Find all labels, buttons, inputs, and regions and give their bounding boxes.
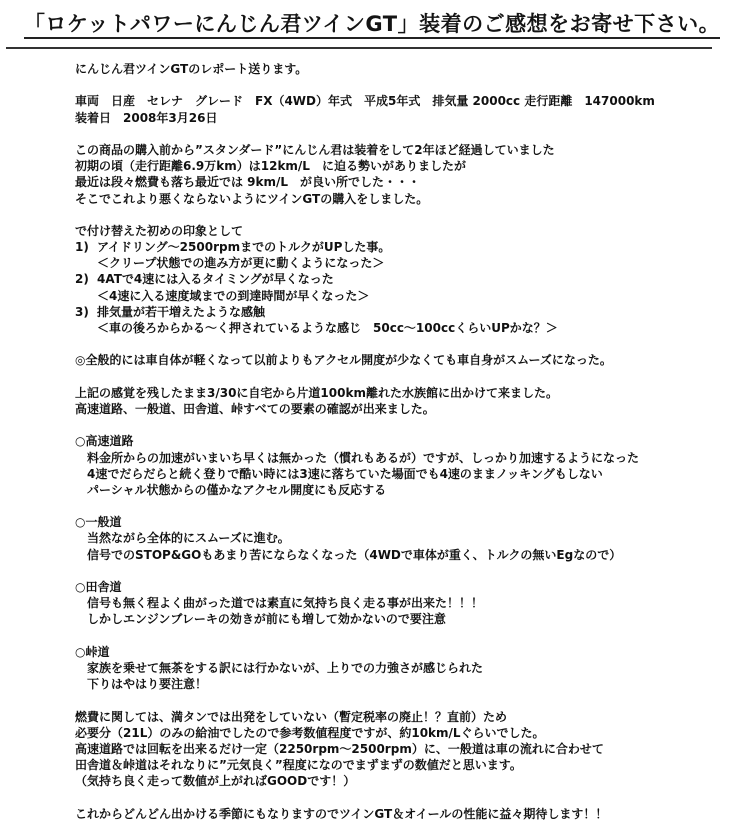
spacer: [75, 126, 735, 142]
section-line: パーシャル状態からの僅かなアクセル開度にも反応する: [87, 482, 387, 497]
page-title: [0, 8, 744, 38]
trip-line: 上記の感覚を残したまま3/30に自宅から片道100km離れた水族館に出かけて来ました。: [75, 385, 558, 400]
section-heading: ○高速道路: [75, 434, 134, 449]
impression-item: [75, 271, 735, 287]
intro-line: にんじん君ツインGTのレポート送ります。: [75, 62, 308, 76]
impression-text: 排気量が若干増えたような感触: [97, 304, 266, 319]
impression-note: ＜車の後ろからかる～く押されているような感じ 50cc～100ccくらいUPかな？＞: [97, 321, 558, 335]
section-local-road: [75, 514, 735, 563]
fuel-line: 必要分（21L）のみの給油でしたので参考数値程度ですが、約10km/Lぐらいでした。: [75, 725, 545, 740]
background-line: そこでこれより悪くならないようにツインGTの購入をしました。: [75, 191, 429, 206]
section-heading: ○一般道: [75, 515, 122, 530]
impression-number: 1): [75, 240, 89, 255]
impression-note: ＜4速に入る速度域までの到達時間が早くなった＞: [97, 288, 370, 303]
trip-paragraph: [75, 385, 735, 417]
impression-number: 2): [75, 272, 89, 287]
fuel-line: 高速道路では回転を出来るだけ一定（2250rpm～2500rpm）に、一般道は車の流れに合わせて: [75, 741, 604, 756]
section-line: 4速でだらだらと続く登りで酷い時には3速に落ちていた場面でも4速のままノッキングもしない: [87, 466, 603, 481]
section-line: 信号でのSTOP&GOもあまり苦にならなくなった（4WDで車体が重く、トルクの無いEgなので）: [87, 547, 622, 562]
background-paragraph: [75, 142, 735, 207]
impression-text: 4ATで4速には入るタイミングが早くなった: [97, 272, 334, 287]
spacer: [75, 207, 735, 223]
impression-item: [75, 304, 735, 320]
section-country-road: [75, 579, 735, 628]
section-line: しかしエンジンブレーキの効きが前にも増して効かないので要注意: [87, 612, 446, 627]
spacer: [75, 692, 735, 708]
overall-impression: ◎全般的には車自体が軽くなって以前よりもアクセル開度が少なくても車自身がスムーズになった。: [75, 353, 612, 368]
fuel-line: 燃費に関しては、満タンでは出発をしていない（暫定税率の廃止！？直前）ため: [75, 709, 508, 724]
impression-number: 3): [75, 304, 89, 319]
section-heading: ○峠道: [75, 644, 110, 659]
spacer: [75, 563, 735, 579]
spacer: [75, 628, 735, 644]
page-title-text: 「ロケットパワーにんじん君ツインGT」装着のご感想をお寄せ下さい。: [24, 12, 720, 39]
impression-text: アイドリング～2500rpmまでのトルクがUPした事。: [97, 240, 391, 255]
closing-line: これからどんどん出かける季節にもなりますのでツインGT＆オイールの性能に益々期待します！！: [75, 806, 608, 821]
section-line: 下りはやはり要注意！: [87, 677, 208, 692]
spacer: [75, 498, 735, 514]
fuel-paragraph: [75, 709, 735, 790]
section-line: 料金所からの加速がいまいち早くは無かった（慣れもあるが）ですが、しっかり加速するようになった: [87, 450, 640, 465]
impressions-list: [75, 239, 735, 336]
background-line: この商品の購入前から”スタンダード”にんじん君は装着をして2年ほど経過していました: [75, 142, 555, 157]
trip-line: 高速道路、一般道、田舎道、峠すべての要素の確認が出来ました。: [75, 401, 435, 416]
fuel-line: （気持ち良く走って数値が上がればGOODです！）: [75, 774, 356, 789]
letter-body: [75, 61, 735, 822]
section-line: 家族を乗せて無茶をする訳には行かないが、上りでの力強さが感じられた: [87, 660, 484, 675]
spacer: [75, 369, 735, 385]
background-line: 初期の頃（走行距離6.9万km）は12km/L に迫る勢いがありましたが: [75, 159, 466, 174]
background-line: 最近は段々燃費も落ち最近では 9km/L が良い所でした・・・: [75, 175, 421, 190]
section-mountain-pass: [75, 644, 735, 693]
section-line: 当然ながら全体的にスムーズに進む。: [87, 531, 290, 546]
spacer: [75, 417, 735, 433]
impression-item: [75, 239, 735, 255]
section-line: 信号も無く程よく曲がった道では素直に気持ち良く走る事が出来た！！！: [87, 596, 484, 611]
section-highway: [75, 433, 735, 498]
install-date: 装着日 2008年3月26日: [75, 110, 218, 125]
section-heading: ○田舎道: [75, 580, 122, 594]
title-divider: [6, 47, 712, 49]
vehicle-info: 車両 日産 セレナ グレード FX（4WD）年式 平成5年式 排気量 2000cc 走行距離 147000km: [75, 94, 655, 109]
impressions-heading: で付け替えた初めの印象として: [75, 223, 244, 238]
spacer: [75, 336, 735, 352]
impression-note: ＜クリープ状態での進み方が更に動くようになった＞: [97, 256, 385, 271]
spacer: [75, 77, 735, 93]
fuel-line: 田舎道＆峠道はそれなりに”元気良く”程度になのでまずまずの数値だと思います。: [75, 758, 522, 773]
spacer: [75, 789, 735, 805]
